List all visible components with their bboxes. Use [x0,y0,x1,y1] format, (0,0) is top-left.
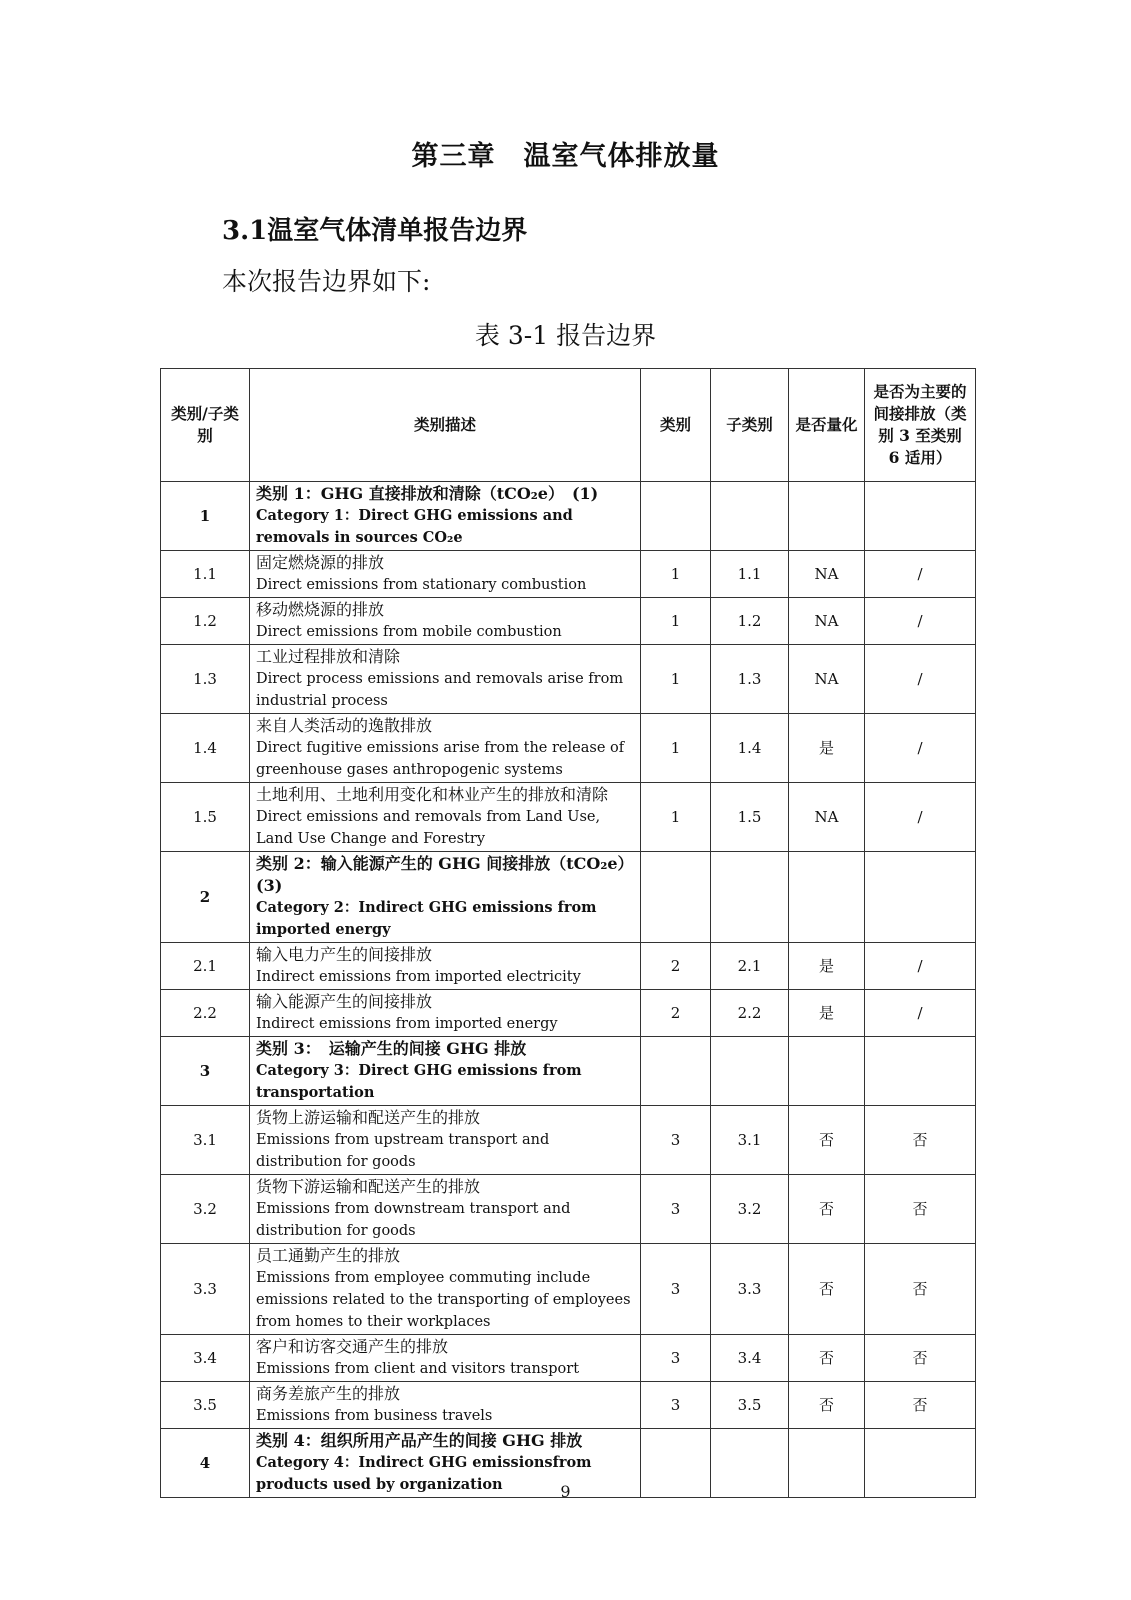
cell-description [250,852,641,943]
description-english: Emissions from downstream transport and distribution for goods [256,1201,571,1239]
table-row [161,1244,976,1335]
cell-category: 1 [641,714,711,783]
cell-subcategory: 1.1 [711,551,789,598]
cell-main-indirect [865,852,976,943]
description-chinese: 类别 1：GHG 直接排放和清除（tCO₂e） (1) [256,484,599,503]
description-english: Category 3：Direct GHG emissions from transportation [256,1062,582,1101]
cell-quantified: 是 [789,714,865,783]
cell-quantified: NA [789,783,865,852]
description-chinese: 商务差旅产生的排放 [256,1384,401,1403]
cell-category: 1 [641,551,711,598]
description-english: Direct emissions from stationary combustion [256,577,587,593]
header-code: 类别/子类别 [161,369,250,482]
cell-code: 1.5 [161,783,250,852]
report-boundary-table [160,368,976,1498]
cell-description [250,714,641,783]
header-category: 类别 [641,369,711,482]
cell-code: 3.3 [161,1244,250,1335]
cell-code: 3.2 [161,1175,250,1244]
description-english: Emissions from client and visitors transport [256,1361,580,1377]
cell-main-indirect: / [865,645,976,714]
cell-description [250,1335,641,1382]
cell-main-indirect: / [865,714,976,783]
cell-category: 2 [641,990,711,1037]
table-row [161,551,976,598]
cell-code: 2.1 [161,943,250,990]
cell-quantified: 否 [789,1335,865,1382]
header-quantified: 是否量化 [789,369,865,482]
cell-main-indirect: 否 [865,1335,976,1382]
cell-quantified [789,482,865,551]
table-header-row [161,369,976,482]
cell-description [250,645,641,714]
cell-category: 3 [641,1335,711,1382]
description-english: Emissions from business travels [256,1408,493,1424]
cell-code: 3.4 [161,1335,250,1382]
table-row [161,1175,976,1244]
header-main-indirect: 是否为主要的间接排放（类别 3 至类别 6 适用） [865,369,976,482]
cell-code: 2.2 [161,990,250,1037]
cell-subcategory: 3.4 [711,1335,789,1382]
cell-code: 1.4 [161,714,250,783]
description-english: Direct process emissions and removals arise from industrial process [256,671,624,709]
cell-description [250,482,641,551]
description-chinese: 来自人类活动的逸散排放 [256,716,433,735]
table-row [161,1037,976,1106]
cell-main-indirect: 否 [865,1175,976,1244]
table-row [161,852,976,943]
cell-quantified: NA [789,645,865,714]
description-chinese: 员工通勤产生的排放 [256,1246,401,1265]
description-english: Emissions from upstream transport and distribution for goods [256,1132,550,1170]
table-row [161,1382,976,1429]
description-chinese: 货物上游运输和配送产生的排放 [256,1108,481,1127]
description-chinese: 输入电力产生的间接排放 [256,945,433,964]
cell-description [250,1106,641,1175]
description-english: Category 1：Direct GHG emissions and removals in sources CO₂e [256,507,573,546]
description-chinese: 固定燃烧源的排放 [256,553,385,572]
cell-category: 3 [641,1175,711,1244]
description-english: Category 4：Indirect GHG emissionsfrom products used by organization [256,1454,592,1493]
cell-description [250,1244,641,1335]
cell-code: 3.5 [161,1382,250,1429]
description-english: Direct emissions from mobile combustion [256,624,562,640]
description-english: Indirect emissions from imported energy [256,1016,558,1032]
cell-code: 1.2 [161,598,250,645]
cell-subcategory: 1.3 [711,645,789,714]
cell-category: 1 [641,783,711,852]
table-row [161,645,976,714]
cell-subcategory [711,1037,789,1106]
cell-subcategory: 3.1 [711,1106,789,1175]
cell-category: 3 [641,1244,711,1335]
header-subcategory: 子类别 [711,369,789,482]
cell-code: 4 [161,1429,250,1498]
chapter-title: 第三章 温室气体排放量 [411,141,720,172]
cell-main-indirect: / [865,598,976,645]
table-row [161,990,976,1037]
cell-subcategory: 3.5 [711,1382,789,1429]
cell-category: 1 [641,645,711,714]
description-chinese: 类别 4：组织所用产品产生的间接 GHG 排放 [256,1431,583,1450]
page-number: 9 [560,1482,571,1501]
cell-subcategory: 3.2 [711,1175,789,1244]
table-row [161,598,976,645]
cell-quantified: 否 [789,1382,865,1429]
description-chinese: 客户和访客交通产生的排放 [256,1337,449,1356]
intro-text: 本次报告边界如下: [222,267,431,296]
cell-quantified: 否 [789,1244,865,1335]
cell-subcategory: 3.3 [711,1244,789,1335]
description-english: Emissions from employee commuting include emissions related to the transporting of employees from homes to their workplaces [256,1270,631,1330]
description-chinese: 移动燃烧源的排放 [256,600,385,619]
cell-code: 3.1 [161,1106,250,1175]
cell-quantified: 否 [789,1106,865,1175]
table-row [161,1106,976,1175]
cell-description [250,1382,641,1429]
cell-category: 3 [641,1382,711,1429]
table-row [161,943,976,990]
cell-main-indirect: / [865,551,976,598]
cell-quantified: NA [789,598,865,645]
cell-description [250,943,641,990]
cell-quantified [789,1037,865,1106]
cell-main-indirect [865,1037,976,1106]
cell-subcategory [711,482,789,551]
cell-quantified: 是 [789,943,865,990]
description-english: Direct emissions and removals from Land Use, Land Use Change and Forestry [256,809,601,847]
cell-subcategory: 2.1 [711,943,789,990]
cell-main-indirect: 否 [865,1382,976,1429]
cell-main-indirect: 否 [865,1244,976,1335]
cell-description [250,1037,641,1106]
table-row [161,783,976,852]
cell-description [250,598,641,645]
cell-quantified [789,852,865,943]
cell-subcategory: 1.5 [711,783,789,852]
cell-main-indirect: / [865,943,976,990]
cell-description [250,990,641,1037]
description-english: Category 2：Indirect GHG emissions from imported energy [256,899,597,938]
description-chinese: 类别 2：输入能源产生的 GHG 间接排放（tCO₂e） (3) [256,854,642,895]
cell-code: 3 [161,1037,250,1106]
cell-quantified: 是 [789,990,865,1037]
description-english: Direct fugitive emissions arise from the release of greenhouse gases anthropogenic systems [256,740,625,778]
description-chinese: 输入能源产生的间接排放 [256,992,433,1011]
cell-main-indirect: 否 [865,1106,976,1175]
cell-subcategory: 2.2 [711,990,789,1037]
cell-description [250,783,641,852]
description-chinese: 工业过程排放和清除 [256,647,401,666]
cell-subcategory: 1.2 [711,598,789,645]
cell-category [641,852,711,943]
description-english: Indirect emissions from imported electricity [256,969,581,985]
cell-main-indirect [865,482,976,551]
description-chinese: 类别 3： 运输产生的间接 GHG 排放 [256,1039,527,1058]
cell-code: 1 [161,482,250,551]
cell-code: 2 [161,852,250,943]
table-row [161,1335,976,1382]
cell-subcategory: 1.4 [711,714,789,783]
cell-quantified: 否 [789,1175,865,1244]
cell-code: 1.3 [161,645,250,714]
table-caption: 表 3-1 报告边界 [474,321,657,350]
cell-subcategory [711,852,789,943]
description-chinese: 货物下游运输和配送产生的排放 [256,1177,481,1196]
header-description: 类别描述 [250,369,641,482]
cell-code: 1.1 [161,551,250,598]
section-title: 3.1温室气体清单报告边界 [222,216,528,246]
cell-category: 2 [641,943,711,990]
cell-quantified: NA [789,551,865,598]
cell-description [250,551,641,598]
table-row [161,482,976,551]
cell-main-indirect: / [865,990,976,1037]
table-row [161,714,976,783]
cell-category: 1 [641,598,711,645]
cell-description [250,1175,641,1244]
cell-category [641,1037,711,1106]
cell-main-indirect: / [865,783,976,852]
cell-category [641,482,711,551]
cell-category: 3 [641,1106,711,1175]
description-chinese: 土地利用、土地利用变化和林业产生的排放和清除 [256,785,609,804]
